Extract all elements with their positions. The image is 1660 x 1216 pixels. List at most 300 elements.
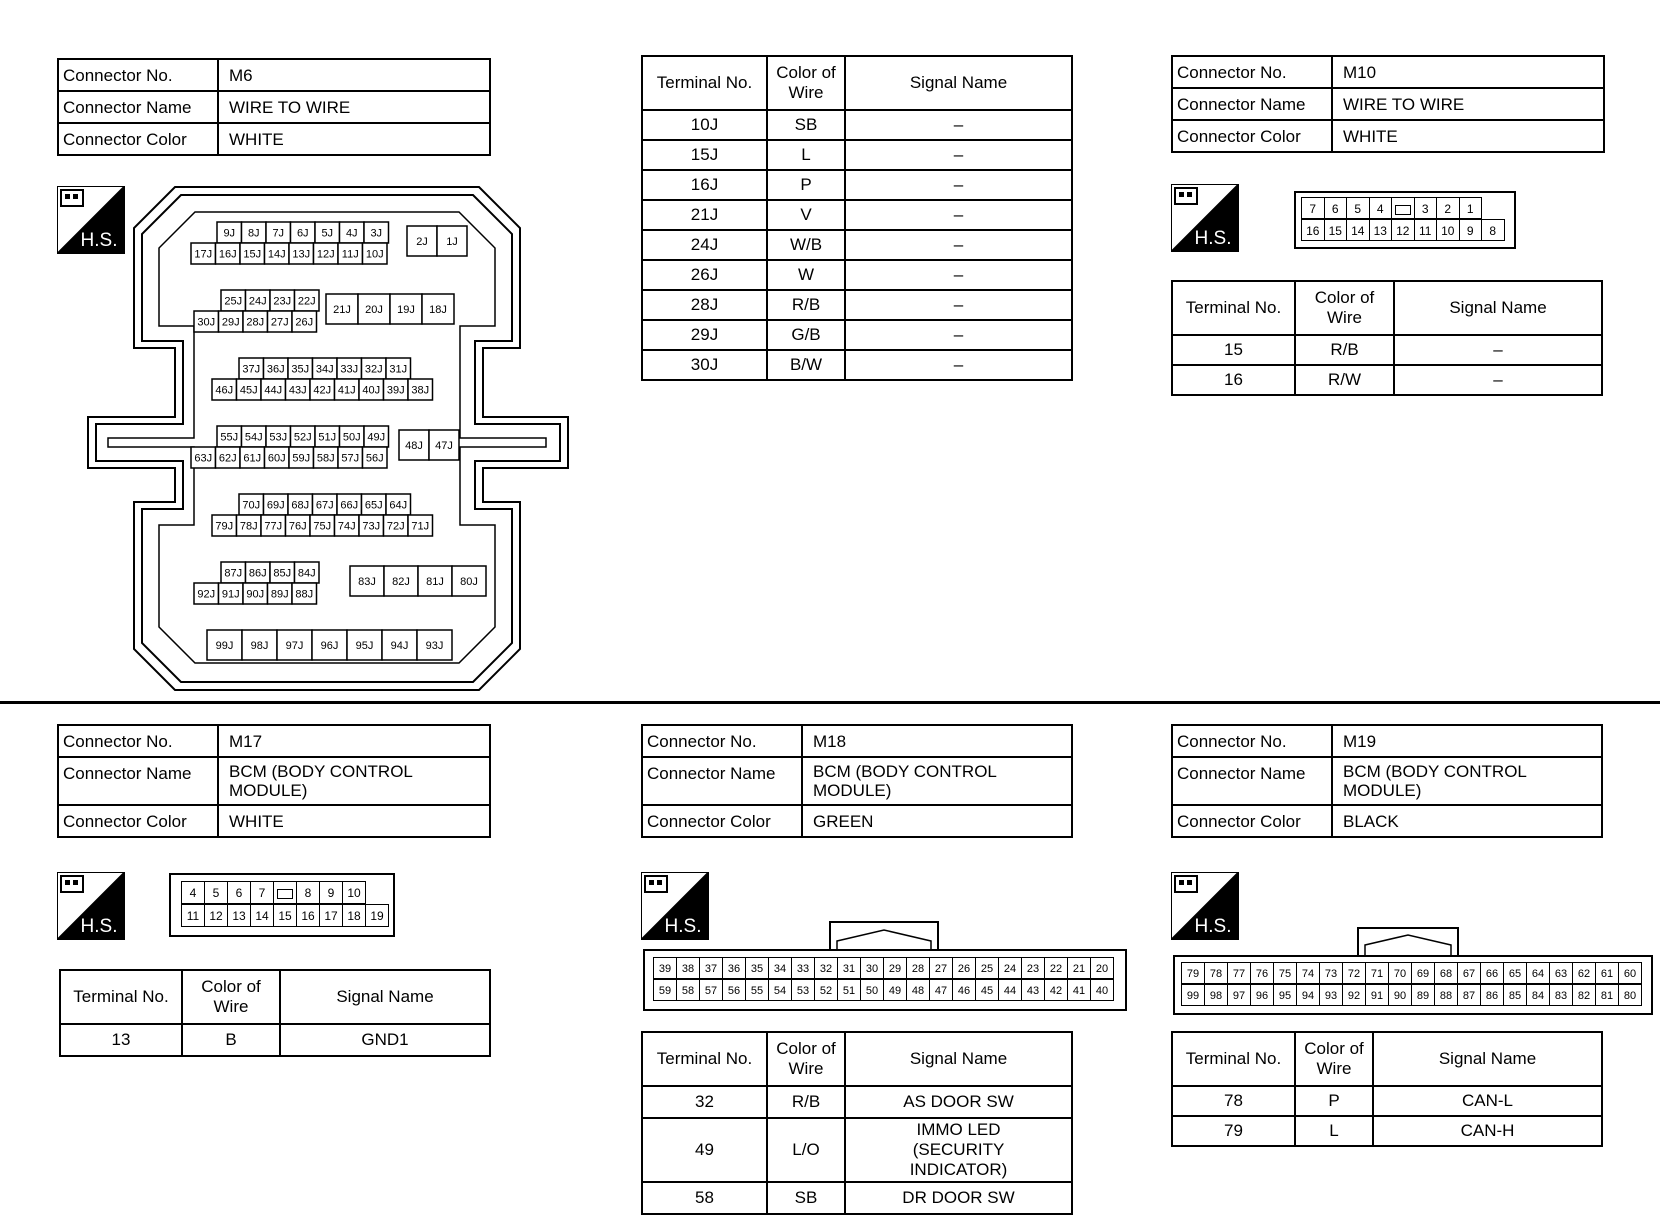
connector-pin-label: 21J — [333, 304, 351, 316]
connector-pin-label: 65J — [364, 499, 383, 512]
connector-pin-label: 93J — [425, 640, 444, 652]
connector-color-label: Connector Color — [642, 805, 802, 837]
table-row — [642, 110, 1072, 140]
m17-info-table — [57, 724, 491, 838]
connector-pin-label: 71J — [411, 520, 430, 533]
connector-pin: 47 — [929, 979, 953, 1001]
signal-name: AS DOOR SW — [845, 1086, 1072, 1118]
connector-name-value: BCM (BODY CONTROL MODULE) — [802, 757, 1072, 805]
connector-no-value: M19 — [1332, 725, 1602, 757]
connector-color-value: WHITE — [218, 805, 490, 837]
connector-pin: 70 — [1388, 962, 1412, 984]
connector-pin-label: 89J — [270, 588, 289, 601]
connector-pin: 14 — [1346, 219, 1370, 241]
terminal-no: 79 — [1172, 1116, 1295, 1146]
connector-pin-label: 78J — [239, 520, 258, 533]
wire-color: P — [767, 170, 845, 200]
signal-name: DR DOOR SW — [845, 1182, 1072, 1214]
connector-color-value: WHITE — [218, 123, 490, 155]
connector-pin: 8 — [296, 881, 320, 904]
terminal-no: 15J — [642, 140, 767, 170]
harness-side-icon — [1171, 184, 1239, 252]
connector-pin-label: 54J — [244, 431, 263, 444]
connector-pin-label: 42J — [313, 384, 332, 397]
connector-name-label: Connector Name — [58, 757, 218, 805]
connector-pin-label: 23J — [273, 295, 292, 308]
connector-pin: 7 — [1301, 197, 1325, 219]
wire-color: W/B — [767, 230, 845, 260]
connector-pin-label: 1J — [446, 236, 458, 248]
connector-pin-label: 3J — [370, 227, 383, 240]
connector-pin-label: 43J — [288, 384, 307, 397]
connector-pin-label: 9J — [223, 227, 236, 240]
connector-pin-label: 60J — [267, 452, 286, 465]
connector-pin-label: 86J — [248, 567, 267, 580]
wire-color: R/B — [767, 290, 845, 320]
table-row — [642, 320, 1072, 350]
signal-name-header: Signal Name — [1373, 1032, 1602, 1086]
connector-pin-label: 13J — [292, 248, 311, 261]
wire-color: L/O — [767, 1118, 845, 1182]
connector-pin: 82 — [1572, 984, 1596, 1006]
connector-pin-label: 48J — [405, 440, 423, 452]
connector-pin-label: 73J — [362, 520, 381, 533]
connector-pin: 6 — [227, 881, 251, 904]
wire-color: R/B — [767, 1086, 845, 1118]
connector-name-value: BCM (BODY CONTROL MODULE) — [218, 757, 490, 805]
connector-pin: 25 — [975, 957, 999, 979]
connector-pin: 64 — [1526, 962, 1550, 984]
connector-pin: 9 — [319, 881, 343, 904]
connector-pin: 60 — [1618, 962, 1642, 984]
connector-pin-label: 62J — [218, 452, 237, 465]
connector-pin-label: 10J — [365, 248, 384, 261]
table-row — [1172, 335, 1602, 365]
connector-no-value: M18 — [802, 725, 1072, 757]
connector-pin: 23 — [1021, 957, 1045, 979]
table-row — [642, 1086, 1072, 1118]
table-row — [1172, 365, 1602, 395]
color-of-wire-header: Color of Wire — [767, 56, 845, 110]
connector-pin-label: 17J — [194, 248, 213, 261]
connector-pin-label: 20J — [365, 304, 383, 316]
table-row — [642, 1118, 1072, 1182]
harness-side-icon — [641, 872, 709, 940]
connector-pin-label: 96J — [320, 640, 339, 652]
connector-pin: 76 — [1250, 962, 1274, 984]
wire-color: SB — [767, 110, 845, 140]
connector-pin-label: 63J — [194, 452, 213, 465]
connector-pin: 13 — [227, 904, 251, 927]
m17-terminal-table — [59, 969, 491, 1057]
connector-pin: 68 — [1434, 962, 1458, 984]
connector-pin-label: 69J — [266, 499, 285, 512]
connector-pin-label: 40J — [362, 384, 381, 397]
wire-color: SB — [767, 1182, 845, 1214]
connector-pin: 29 — [883, 957, 907, 979]
signal-name: – — [1394, 335, 1602, 365]
table-row — [642, 260, 1072, 290]
connector-pin: 96 — [1250, 984, 1274, 1006]
connector-pin-label: 39J — [386, 384, 405, 397]
table-row — [642, 290, 1072, 320]
connector-pin: 94 — [1296, 984, 1320, 1006]
connector-pin-label: 91J — [221, 588, 240, 601]
section-divider — [0, 701, 1660, 704]
connector-pin-label: 11J — [341, 248, 359, 261]
terminal-no: 16J — [642, 170, 767, 200]
connector-pin: 17 — [319, 904, 343, 927]
connector-pin-label: 24J — [248, 295, 267, 308]
connector-pin: 22 — [1044, 957, 1068, 979]
connector-pin-label: 72J — [386, 520, 405, 533]
connector-pin: 88 — [1434, 984, 1458, 1006]
connector-name-value: WIRE TO WIRE — [1332, 88, 1604, 120]
connector-pin: 54 — [768, 979, 792, 1001]
connector-pin-label: 38J — [411, 384, 430, 397]
m19-terminal-table — [1171, 1031, 1603, 1147]
connector-pin-label: 81J — [426, 576, 444, 588]
connector-pin: 98 — [1204, 984, 1228, 1006]
connector-pin-label: 59J — [292, 452, 311, 465]
connector-pin: 21 — [1067, 957, 1091, 979]
connector-pin: 5 — [1346, 197, 1370, 219]
connector-pin: 97 — [1227, 984, 1251, 1006]
connector-pin: 83 — [1549, 984, 1573, 1006]
connector-pin-label: 4J — [345, 227, 358, 240]
connector-pin: 9 — [1459, 219, 1483, 241]
connector-pin: 74 — [1296, 962, 1320, 984]
connector-pin-label: 98J — [250, 640, 269, 652]
wire-color: V — [767, 200, 845, 230]
connector-pin-label: 74J — [337, 520, 356, 533]
connector-name-label: Connector Name — [1172, 88, 1332, 120]
terminal-no: 49 — [642, 1118, 767, 1182]
connector-pin-label: 36J — [266, 363, 285, 376]
terminal-no: 30J — [642, 350, 767, 380]
connector-pin-label: 90J — [246, 588, 265, 601]
connector-pin: 63 — [1549, 962, 1573, 984]
connector-pin: 73 — [1319, 962, 1343, 984]
connector-pin-label: 68J — [291, 499, 310, 512]
connector-pin: 20 — [1090, 957, 1114, 979]
connector-pin: 2 — [1436, 197, 1460, 219]
connector-pin: 16 — [1301, 219, 1325, 241]
blank-cavity — [273, 881, 297, 904]
connector-pin: 31 — [837, 957, 861, 979]
connector-pin: 4 — [1369, 197, 1393, 219]
connector-pin: 81 — [1595, 984, 1619, 1006]
connector-pin-label: 64J — [389, 499, 408, 512]
m10-terminal-table — [1171, 280, 1603, 396]
connector-pin-label: 87J — [224, 567, 243, 580]
connector-pin-label: 35J — [291, 363, 310, 376]
connector-pin-label: 45J — [239, 384, 258, 397]
connector-pin: 69 — [1411, 962, 1435, 984]
m6-terminal-table — [641, 55, 1073, 381]
connector-pin: 10 — [342, 881, 366, 904]
m19-latch — [1357, 927, 1459, 955]
connector-pin: 95 — [1273, 984, 1297, 1006]
connector-pin-label: 70J — [242, 499, 261, 512]
terminal-no: 78 — [1172, 1086, 1295, 1116]
connector-pin-label: 95J — [355, 640, 374, 652]
connector-pin: 90 — [1388, 984, 1412, 1006]
connector-pin-label: 47J — [435, 440, 453, 452]
m18-terminal-table — [641, 1031, 1073, 1215]
connector-color-label: Connector Color — [1172, 120, 1332, 152]
connector-pin-label: 8J — [247, 227, 260, 240]
connector-no-label: Connector No. — [1172, 725, 1332, 757]
connector-pin: 52 — [814, 979, 838, 1001]
signal-name: CAN-L — [1373, 1086, 1602, 1116]
color-of-wire-header: Color of Wire — [767, 1032, 845, 1086]
connector-pin-label: 76J — [288, 520, 307, 533]
connector-pin-label: 57J — [341, 452, 360, 465]
terminal-no: 26J — [642, 260, 767, 290]
connector-pin-label: 46J — [215, 384, 234, 397]
wire-color: R/W — [1295, 365, 1394, 395]
connector-pin: 50 — [860, 979, 884, 1001]
connector-pin-label: 12J — [316, 248, 335, 261]
connector-pin-label: 41J — [337, 384, 356, 397]
m10-info-table — [1171, 55, 1605, 153]
m6-info-table — [57, 58, 491, 156]
connector-pin: 43 — [1021, 979, 1045, 1001]
terminal-no-header: Terminal No. — [1172, 1032, 1295, 1086]
connector-pin: 58 — [676, 979, 700, 1001]
connector-pin-label: 52J — [293, 431, 312, 444]
signal-name: – — [845, 200, 1072, 230]
connector-pin-label: 94J — [390, 640, 409, 652]
connector-pin: 11 — [181, 904, 205, 927]
connector-color-value: WHITE — [1332, 120, 1604, 152]
connector-no-value: M17 — [218, 725, 490, 757]
connector-pin: 14 — [250, 904, 274, 927]
harness-side-icon — [57, 872, 125, 940]
connector-pin: 48 — [906, 979, 930, 1001]
connector-pin: 44 — [998, 979, 1022, 1001]
m18-info-table — [641, 724, 1073, 838]
connector-pin: 72 — [1342, 962, 1366, 984]
connector-no-value: M10 — [1332, 56, 1604, 88]
connector-pin-label: 27J — [270, 316, 289, 329]
signal-name: – — [1394, 365, 1602, 395]
connector-pin: 67 — [1457, 962, 1481, 984]
color-of-wire-header: Color of Wire — [1295, 281, 1394, 335]
connector-pin: 12 — [204, 904, 228, 927]
blank-cavity — [1391, 197, 1415, 219]
m19-connector-face — [1173, 955, 1653, 1015]
connector-pin: 56 — [722, 979, 746, 1001]
connector-pin-label: 51J — [318, 431, 337, 444]
connector-pin: 77 — [1227, 962, 1251, 984]
signal-name: GND1 — [280, 1024, 490, 1056]
connector-pin: 41 — [1067, 979, 1091, 1001]
connector-pin: 12 — [1391, 219, 1415, 241]
connector-name-value: BCM (BODY CONTROL MODULE) — [1332, 757, 1602, 805]
connector-pin: 6 — [1324, 197, 1348, 219]
connector-pin-label: 2J — [416, 236, 428, 248]
connector-pin-label: 15J — [243, 248, 262, 261]
connector-pin-label: 79J — [215, 520, 234, 533]
connector-pin: 10 — [1436, 219, 1460, 241]
wire-color: L — [767, 140, 845, 170]
connector-pin-label: 99J — [215, 640, 234, 652]
hs-label: H.S. — [1194, 228, 1232, 249]
wire-color: L — [1295, 1116, 1373, 1146]
hs-label: H.S. — [1194, 916, 1232, 937]
signal-name: CAN-H — [1373, 1116, 1602, 1146]
terminal-no-header: Terminal No. — [642, 1032, 767, 1086]
connector-pin: 7 — [250, 881, 274, 904]
terminal-no: 24J — [642, 230, 767, 260]
connector-pin: 33 — [791, 957, 815, 979]
terminal-no: 21J — [642, 200, 767, 230]
connector-pin-label: 83J — [358, 576, 376, 588]
color-of-wire-header: Color of Wire — [182, 970, 280, 1024]
terminal-no-header: Terminal No. — [1172, 281, 1295, 335]
connector-pin: 18 — [342, 904, 366, 927]
m19-info-table — [1171, 724, 1603, 838]
terminal-no: 10J — [642, 110, 767, 140]
signal-name: – — [845, 350, 1072, 380]
connector-pin: 42 — [1044, 979, 1068, 1001]
connector-color-label: Connector Color — [1172, 805, 1332, 837]
connector-pin-label: 33J — [340, 363, 359, 376]
connector-pin: 53 — [791, 979, 815, 1001]
terminal-no: 29J — [642, 320, 767, 350]
terminal-no: 15 — [1172, 335, 1295, 365]
connector-pin: 39 — [653, 957, 677, 979]
connector-pin-label: 30J — [197, 316, 216, 329]
table-row — [1172, 1116, 1602, 1146]
connector-pin: 38 — [676, 957, 700, 979]
m6-connector-face — [86, 186, 570, 691]
connector-pin: 15 — [1324, 219, 1348, 241]
connector-no-label: Connector No. — [1172, 56, 1332, 88]
wire-color: P — [1295, 1086, 1373, 1116]
hs-label: H.S. — [664, 916, 702, 937]
color-of-wire-header: Color of Wire — [1295, 1032, 1373, 1086]
connector-pin: 19 — [365, 904, 389, 927]
connector-pin-label: 37J — [242, 363, 261, 376]
connector-pin: 11 — [1414, 219, 1438, 241]
connector-pin: 85 — [1503, 984, 1527, 1006]
connector-pin: 3 — [1414, 197, 1438, 219]
connector-pin-label: 34J — [315, 363, 334, 376]
connector-pin-label: 19J — [397, 304, 415, 316]
connector-pin-label: 50J — [342, 431, 361, 444]
connector-pin-label: 22J — [297, 295, 316, 308]
terminal-no-header: Terminal No. — [642, 56, 767, 110]
hs-label: H.S. — [80, 230, 118, 251]
connector-pin-label: 16J — [218, 248, 237, 261]
connector-pin: 4 — [181, 881, 205, 904]
connector-pin: 32 — [814, 957, 838, 979]
connector-pin: 46 — [952, 979, 976, 1001]
table-row — [60, 1024, 490, 1056]
table-row — [642, 230, 1072, 260]
table-row — [642, 200, 1072, 230]
connector-pin: 34 — [768, 957, 792, 979]
connector-pin: 92 — [1342, 984, 1366, 1006]
connector-pin-label: 85J — [273, 567, 292, 580]
connector-pin: 86 — [1480, 984, 1504, 1006]
connector-pin: 16 — [296, 904, 320, 927]
connector-pin-label: 28J — [246, 316, 265, 329]
connector-pin: 15 — [273, 904, 297, 927]
connector-pin-label: 26J — [295, 316, 314, 329]
table-row — [1172, 1086, 1602, 1116]
signal-name-header: Signal Name — [280, 970, 490, 1024]
connector-pin: 30 — [860, 957, 884, 979]
connector-pin: 87 — [1457, 984, 1481, 1006]
connector-pin: 35 — [745, 957, 769, 979]
signal-name: – — [845, 170, 1072, 200]
connector-pin: 89 — [1411, 984, 1435, 1006]
connector-color-value: GREEN — [802, 805, 1072, 837]
hs-label: H.S. — [80, 916, 118, 937]
connector-pin-label: 32J — [364, 363, 383, 376]
connector-pin-label: 14J — [267, 248, 286, 261]
connector-pin: 1 — [1459, 197, 1483, 219]
connector-pin-label: 18J — [429, 304, 447, 316]
connector-pin-label: 75J — [313, 520, 332, 533]
connector-pin: 57 — [699, 979, 723, 1001]
table-row — [642, 1182, 1072, 1214]
connector-pin: 93 — [1319, 984, 1343, 1006]
connector-pin: 55 — [745, 979, 769, 1001]
terminal-no: 16 — [1172, 365, 1295, 395]
signal-name: – — [845, 260, 1072, 290]
connector-color-value: BLACK — [1332, 805, 1602, 837]
connector-pin: 27 — [929, 957, 953, 979]
connector-pin: 49 — [883, 979, 907, 1001]
wire-color: G/B — [767, 320, 845, 350]
terminal-no-header: Terminal No. — [60, 970, 182, 1024]
connector-pin: 51 — [837, 979, 861, 1001]
table-row — [642, 170, 1072, 200]
connector-no-label: Connector No. — [58, 59, 218, 91]
connector-pin-label: 53J — [269, 431, 288, 444]
signal-name-header: Signal Name — [1394, 281, 1602, 335]
table-row — [642, 350, 1072, 380]
signal-name: – — [845, 230, 1072, 260]
signal-name: IMMO LED (SECURITY INDICATOR) — [845, 1118, 1072, 1182]
signal-name: – — [845, 320, 1072, 350]
m17-connector-face — [169, 873, 395, 937]
connector-pin-label: 31J — [389, 363, 408, 376]
connector-pin: 5 — [204, 881, 228, 904]
connector-pin: 59 — [653, 979, 677, 1001]
connector-pin-label: 6J — [296, 227, 309, 240]
connector-pin: 75 — [1273, 962, 1297, 984]
connector-pin: 24 — [998, 957, 1022, 979]
connector-pin: 84 — [1526, 984, 1550, 1006]
connector-pin-label: 61J — [243, 452, 262, 465]
wire-color: B/W — [767, 350, 845, 380]
connector-pin-label: 56J — [365, 452, 384, 465]
connector-pin-label: 88J — [295, 588, 314, 601]
connector-pin: 78 — [1204, 962, 1228, 984]
connector-pin: 37 — [699, 957, 723, 979]
connector-pin: 71 — [1365, 962, 1389, 984]
signal-name: – — [845, 140, 1072, 170]
connector-pin: 26 — [952, 957, 976, 979]
terminal-no: 13 — [60, 1024, 182, 1056]
connector-no-label: Connector No. — [642, 725, 802, 757]
